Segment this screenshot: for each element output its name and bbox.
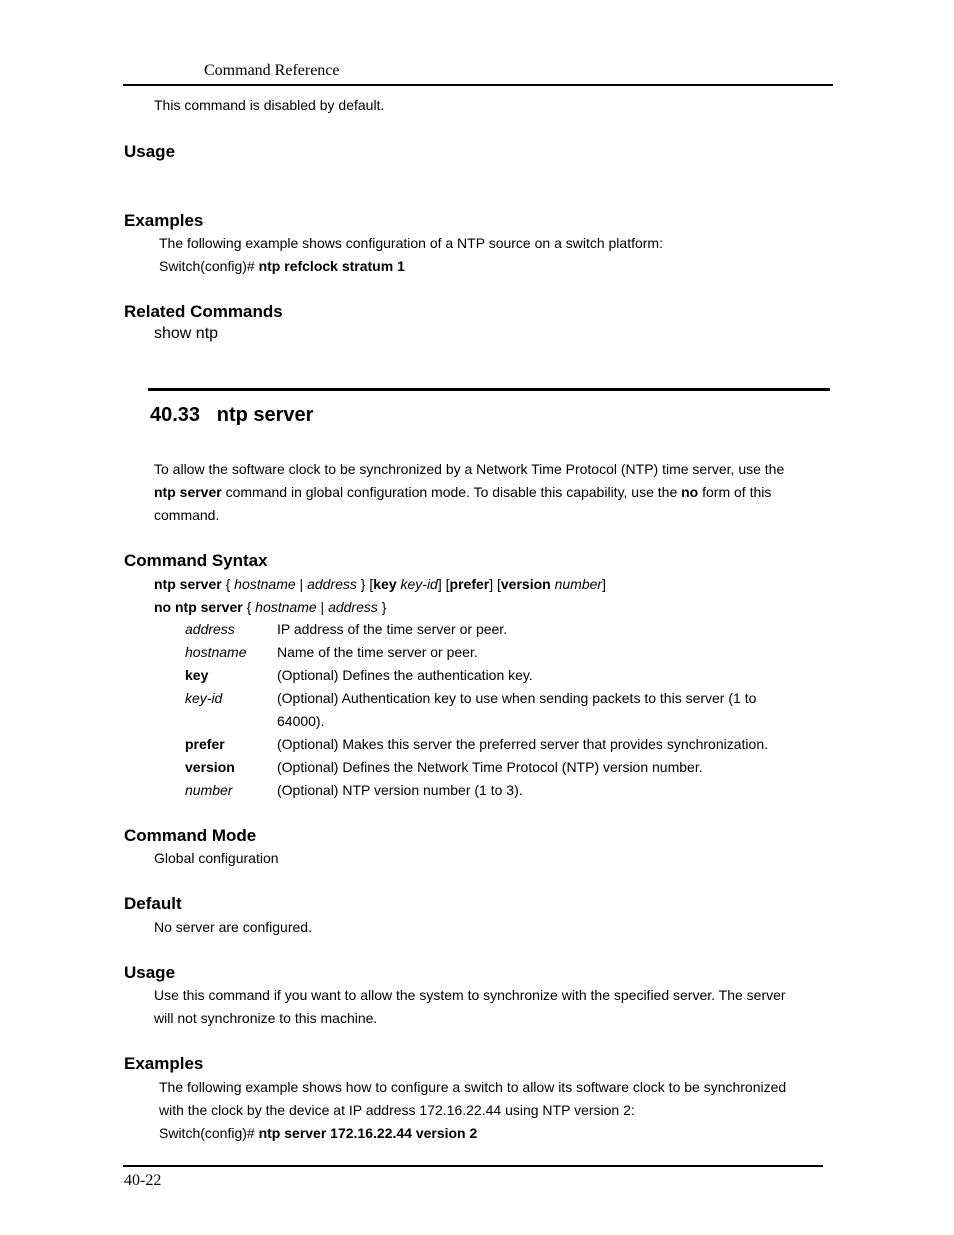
prev-example-line [159,255,405,278]
examples-line-2: with the clock by the device at IP address 172.16.22.44 using NTP version 2: [159,1102,635,1118]
syntax-line-1 [154,573,606,596]
syntax-token: ] [602,576,606,592]
syntax-arg: address [307,576,357,592]
prompt: Switch(config)# [159,1125,255,1141]
intro-text: command in global configuration mode. To disable this capability, use the [225,484,678,500]
default-text: No server are configured. [154,919,312,935]
param-name-hostname: hostname [185,644,247,660]
param-name-prefer: prefer [185,736,225,752]
syntax-token: { [225,576,231,592]
syntax-arg: number [554,576,603,592]
syntax-line-2 [154,596,386,619]
command: ntp server 172.16.22.44 version 2 [258,1125,478,1141]
param-desc-address: IP address of the time server or peer. [277,621,508,637]
prev-usage-heading: Usage [124,142,176,161]
syntax-token: } [360,576,366,592]
param-name-address: address [185,621,235,637]
syntax-token: [ [445,576,450,592]
syntax-keyword: prefer [449,576,490,592]
syntax-arg: address [328,599,378,615]
param-name-number: number [185,782,233,798]
prev-example-intro: The following example shows configuration of a NTP source on a switch platform: [159,235,663,251]
syntax-keyword: version [500,576,551,592]
syntax-token: | [299,576,304,592]
section-name: ntp server [216,404,314,426]
syntax-token: [ [497,576,501,592]
param-desc-hostname: Name of the time server or peer. [277,644,478,660]
syntax-token: } [381,599,387,615]
syntax-token: { [246,599,252,615]
intro-bold-cmd: ntp server [154,484,222,500]
syntax-cmd: no ntp server [154,599,243,615]
param-name-version: version [185,759,235,775]
intro-bold-no: no [681,484,699,500]
command: ntp refclock stratum 1 [258,258,405,274]
syntax-arg: hostname [234,576,296,592]
syntax-keyword: key [373,576,397,592]
intro-line-3: command. [154,507,220,523]
param-name-key: key [185,667,209,683]
related-commands-heading: Related Commands [124,302,283,321]
param-desc-prefer: (Optional) Makes this server the preferred server that provides synchronization. [277,736,768,752]
header-rule [123,84,833,86]
syntax-token: [ [369,576,374,592]
section-title [150,404,313,427]
syntax-cmd: ntp server [154,576,222,592]
footer-rule [123,1165,823,1167]
usage-line-1: Use this command if you want to allow the system to synchronize with the specified server. The server [154,987,786,1003]
syntax-token: | [320,599,325,615]
intro-line-1: To allow the software clock to be synchronized by a Network Time Protocol (NTP) time server, use the [154,461,785,477]
param-desc-number: (Optional) NTP version number (1 to 3). [277,782,523,798]
syntax-arg: hostname [255,599,317,615]
related-command: show ntp [154,325,219,342]
param-name-key-id: key-id [185,690,223,706]
syntax-token: ] [489,576,494,592]
prev-examples-heading: Examples [124,211,204,230]
usage-line-2: will not synchronize to this machine. [154,1010,378,1026]
param-desc-version: (Optional) Defines the Network Time Protocol (NTP) version number. [277,759,703,775]
syntax-token: ] [437,576,442,592]
default-heading: Default [124,894,182,913]
mode-heading: Command Mode [124,826,257,845]
param-desc-key-id: (Optional) Authentication key to use when sending packets to this server (1 to 64000). [277,690,757,729]
mode-text: Global configuration [154,850,279,866]
examples-line-1: The following example shows how to configure a switch to allow its software clock to be synchronized [159,1079,787,1095]
syntax-arg: key-id [400,576,438,592]
intro-text: form of this [702,484,772,500]
intro-line-2 [154,481,771,504]
prompt: Switch(config)# [159,258,255,274]
param-desc-key: (Optional) Defines the authentication key. [277,667,533,683]
section-rule [148,388,830,391]
examples-command-line [159,1122,477,1145]
examples-heading: Examples [124,1054,204,1073]
running-header: Command Reference [204,62,340,79]
page-number: 40-22 [124,1172,162,1189]
syntax-heading: Command Syntax [124,551,268,570]
usage-heading: Usage [124,963,176,982]
prev-default-text: This command is disabled by default. [154,97,385,113]
section-number: 40.33 [150,404,201,426]
